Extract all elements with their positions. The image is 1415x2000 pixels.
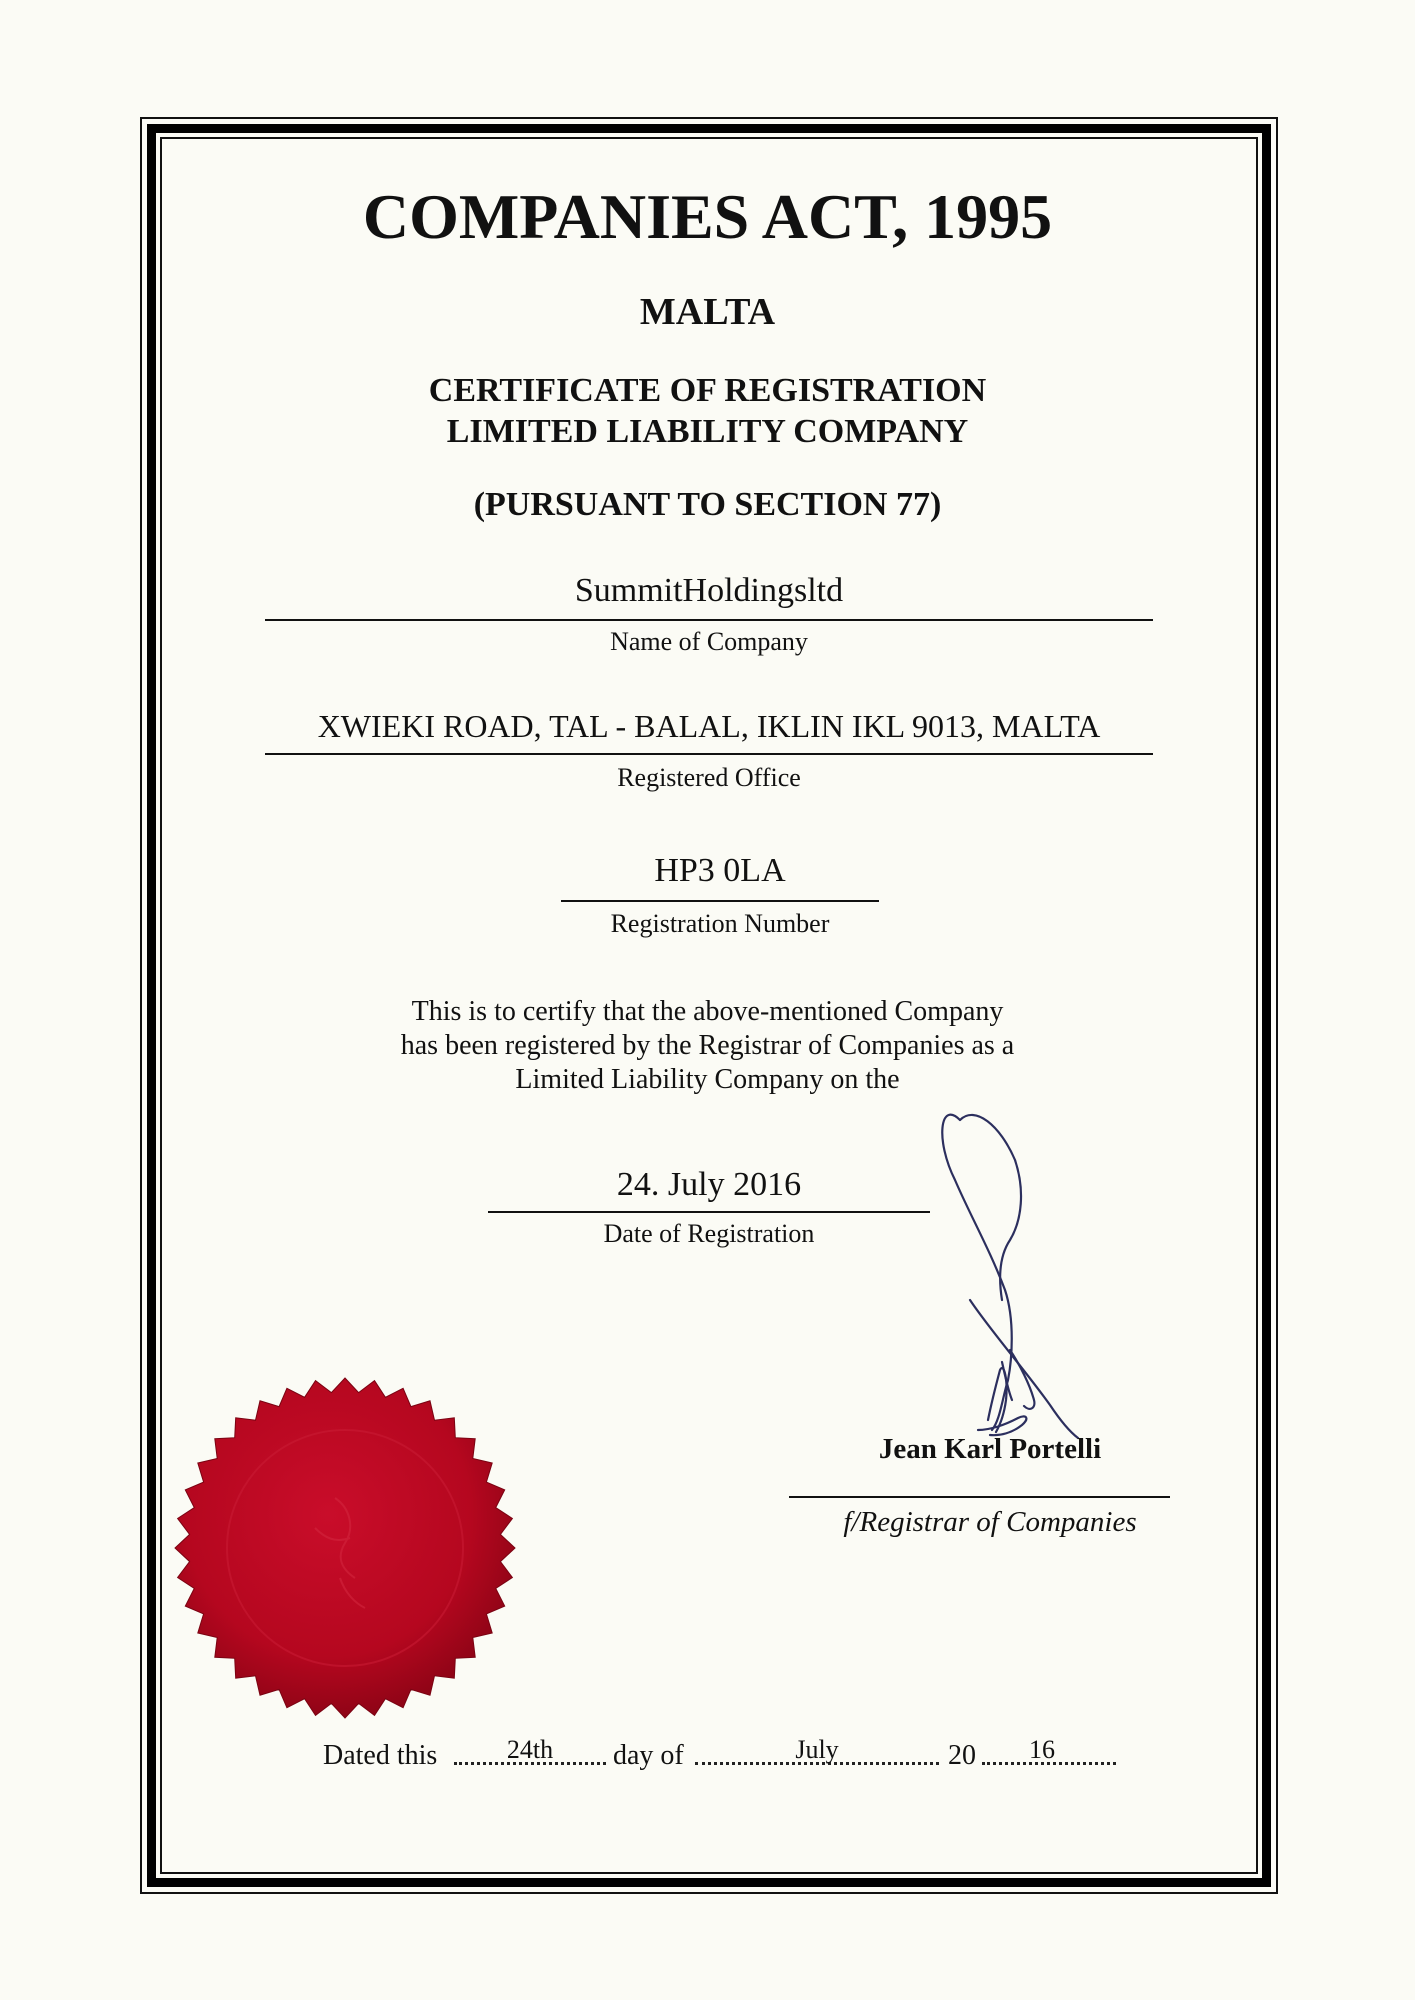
registration-number-value: HP3 0LA bbox=[654, 852, 786, 889]
red-wax-seal bbox=[172, 1375, 518, 1721]
company-name-label: Name of Company bbox=[610, 627, 808, 656]
dated-day-value: 24th bbox=[506, 1735, 554, 1764]
dated-month-value: July bbox=[795, 1735, 839, 1764]
dated-century: 20 bbox=[948, 1740, 976, 1771]
certify-line-1: This is to certify that the above-mentioned Company bbox=[411, 996, 1004, 1027]
registered-office-line bbox=[265, 753, 1153, 755]
certify-line-3: Limited Liability Company on the bbox=[515, 1064, 900, 1095]
certificate-title-line2: LIMITED LIABILITY COMPANY bbox=[446, 413, 969, 450]
registration-date-line bbox=[488, 1211, 930, 1213]
signatory-title: f/Registrar of Companies bbox=[843, 1506, 1137, 1538]
country-title: MALTA bbox=[639, 291, 776, 333]
certify-line-2: has been registered by the Registrar of Companies as a bbox=[400, 1030, 1015, 1061]
signature-line bbox=[789, 1496, 1170, 1498]
registered-office-label: Registered Office bbox=[617, 763, 801, 792]
dated-day-of: day of bbox=[613, 1740, 684, 1771]
registration-number-line bbox=[561, 900, 879, 902]
dated-prefix: Dated this bbox=[323, 1740, 438, 1771]
registration-date-label: Date of Registration bbox=[603, 1219, 815, 1248]
pursuant-section: (PURSUANT TO SECTION 77) bbox=[473, 486, 942, 523]
registration-date-value: 24. July 2016 bbox=[616, 1166, 802, 1203]
company-name-value: SummitHoldingsltd bbox=[574, 572, 844, 609]
act-title: COMPANIES ACT, 1995 bbox=[362, 181, 1053, 252]
company-name-line bbox=[265, 619, 1153, 621]
signatory-name: Jean Karl Portelli bbox=[878, 1433, 1102, 1465]
registration-number-label: Registration Number bbox=[610, 909, 830, 938]
registered-office-value: XWIEKI ROAD, TAL - BALAL, IKLIN IKL 9013, MALTA bbox=[317, 708, 1101, 744]
dated-year-value: 16 bbox=[1029, 1735, 1055, 1764]
registrar-signature bbox=[930, 1100, 1110, 1470]
certificate-title-line1: CERTIFICATE OF REGISTRATION bbox=[428, 372, 987, 409]
